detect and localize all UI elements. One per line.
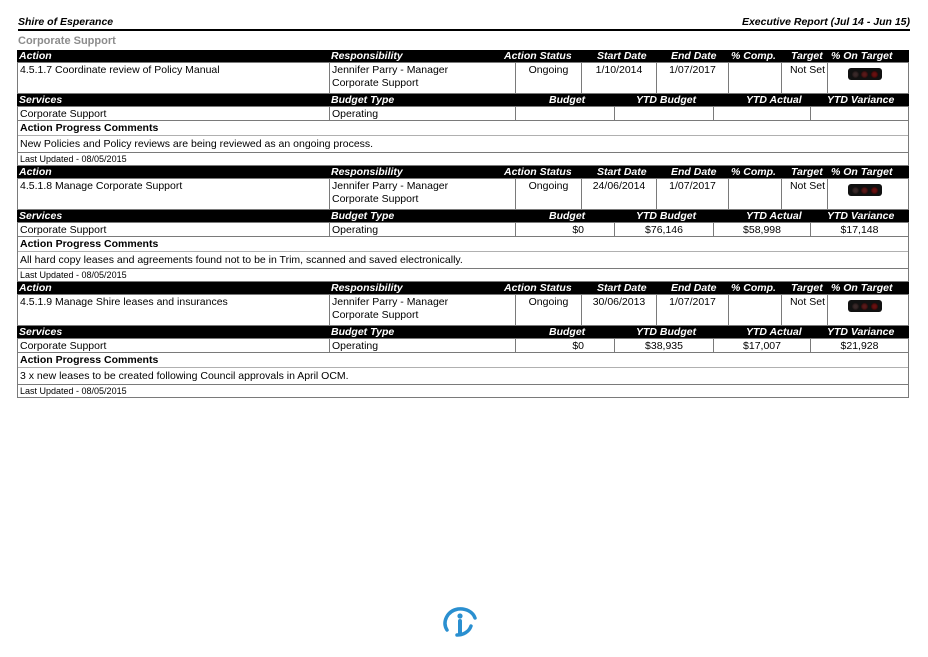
col-action-status: Action Status bbox=[504, 166, 572, 178]
start-date: 24/06/2014 bbox=[582, 179, 657, 209]
responsibility-line-1: Jennifer Parry - Manager bbox=[332, 180, 449, 192]
services-header bbox=[17, 326, 909, 338]
traffic-light-icon bbox=[848, 184, 882, 196]
col-budget-type: Budget Type bbox=[331, 326, 395, 338]
ytd-budget: $38,935 bbox=[615, 339, 714, 352]
last-updated: Last Updated - 08/05/2015 bbox=[20, 386, 127, 396]
report-header bbox=[18, 16, 910, 31]
col-budget: Budget bbox=[549, 210, 586, 222]
action-name: 4.5.1.7 Coordinate review of Policy Manual bbox=[18, 63, 330, 93]
col-ytd-budget: YTD Budget bbox=[636, 94, 697, 106]
target: Not Set bbox=[782, 63, 828, 93]
info-logo-icon bbox=[441, 606, 479, 638]
comments-title: Action Progress Comments bbox=[18, 121, 908, 136]
pct-comp bbox=[729, 179, 782, 209]
ytd-variance: $21,928 bbox=[840, 340, 879, 352]
org-name: Shire of Esperance bbox=[18, 16, 114, 28]
col-action-status: Action Status bbox=[504, 282, 572, 294]
services-header bbox=[17, 210, 909, 222]
col-ytd-actual: YTD Actual bbox=[746, 210, 802, 222]
responsibility-line-2: Corporate Support bbox=[332, 77, 419, 89]
comment-text: All hard copy leases and agreements found not to be in Trim, scanned and saved electronically. bbox=[18, 252, 908, 269]
col-ytd-budget: YTD Budget bbox=[636, 210, 697, 222]
action-row bbox=[17, 178, 909, 210]
responsibility-line-2: Corporate Support bbox=[332, 193, 419, 205]
report-body bbox=[17, 50, 909, 398]
col-pct-on-target: % On Target bbox=[831, 166, 893, 178]
section-title: Corporate Support bbox=[18, 35, 116, 47]
col-ytd-budget: YTD Budget bbox=[636, 326, 697, 338]
col-responsibility: Responsibility bbox=[331, 282, 403, 294]
start-date: 1/10/2014 bbox=[582, 63, 657, 93]
col-ytd-actual: YTD Actual bbox=[746, 94, 802, 106]
ytd-actual: $17,007 bbox=[714, 339, 811, 352]
budget-type: Operating bbox=[330, 107, 516, 120]
pct-comp bbox=[729, 63, 782, 93]
col-start-date: Start Date bbox=[597, 282, 647, 294]
col-services: Services bbox=[19, 326, 63, 338]
services-header bbox=[17, 94, 909, 106]
col-ytd-actual: YTD Actual bbox=[746, 326, 802, 338]
ytd-variance bbox=[811, 107, 908, 120]
col-target: Target bbox=[791, 282, 823, 294]
col-start-date: Start Date bbox=[597, 50, 647, 62]
action-row bbox=[17, 62, 909, 94]
end-date: 1/07/2017 bbox=[657, 295, 729, 325]
service-row bbox=[17, 338, 909, 353]
budget: $0 bbox=[516, 339, 615, 352]
responsibility bbox=[330, 295, 516, 325]
ytd-actual bbox=[714, 107, 811, 120]
traffic-light-icon bbox=[848, 300, 882, 312]
last-updated: Last Updated - 08/05/2015 bbox=[20, 270, 127, 280]
comments-title: Action Progress Comments bbox=[18, 353, 908, 368]
col-ytd-variance: YTD Variance bbox=[827, 326, 895, 338]
service-name: Corporate Support bbox=[18, 107, 330, 120]
col-budget-type: Budget Type bbox=[331, 210, 395, 222]
pct-comp bbox=[729, 295, 782, 325]
comment-text: 3 x new leases to be created following Council approvals in April OCM. bbox=[18, 368, 908, 385]
on-target-indicator bbox=[828, 63, 908, 93]
comments-block bbox=[17, 353, 909, 398]
col-services: Services bbox=[19, 94, 63, 106]
col-target: Target bbox=[791, 166, 823, 178]
service-name: Corporate Support bbox=[18, 223, 330, 236]
col-action: Action bbox=[19, 50, 52, 62]
col-ytd-variance: YTD Variance bbox=[827, 210, 895, 222]
col-action-status: Action Status bbox=[504, 50, 572, 62]
col-end-date: End Date bbox=[671, 50, 717, 62]
ytd-budget: $76,146 bbox=[615, 223, 714, 236]
target: Not Set bbox=[782, 179, 828, 209]
budget: $0 bbox=[516, 223, 615, 236]
responsibility bbox=[330, 63, 516, 93]
col-start-date: Start Date bbox=[597, 166, 647, 178]
col-pct-comp: % Comp. bbox=[731, 166, 776, 178]
col-responsibility: Responsibility bbox=[331, 50, 403, 62]
col-responsibility: Responsibility bbox=[331, 166, 403, 178]
col-pct-on-target: % On Target bbox=[831, 50, 893, 62]
traffic-light-icon bbox=[848, 68, 882, 80]
responsibility bbox=[330, 179, 516, 209]
comment-text: New Policies and Policy reviews are being reviewed as an ongoing process. bbox=[18, 136, 908, 153]
end-date: 1/07/2017 bbox=[657, 63, 729, 93]
comments-title: Action Progress Comments bbox=[18, 237, 908, 252]
col-target: Target bbox=[791, 50, 823, 62]
budget-type: Operating bbox=[330, 339, 516, 352]
comments-block bbox=[17, 121, 909, 166]
col-end-date: End Date bbox=[671, 166, 717, 178]
end-date: 1/07/2017 bbox=[657, 179, 729, 209]
action-name: 4.5.1.9 Manage Shire leases and insurances bbox=[18, 295, 330, 325]
col-budget-type: Budget Type bbox=[331, 94, 395, 106]
action-header bbox=[17, 166, 909, 178]
on-target-indicator bbox=[828, 295, 908, 325]
ytd-budget bbox=[615, 107, 714, 120]
target: Not Set bbox=[782, 295, 828, 325]
col-services: Services bbox=[19, 210, 63, 222]
col-end-date: End Date bbox=[671, 282, 717, 294]
action-row bbox=[17, 294, 909, 326]
col-pct-comp: % Comp. bbox=[731, 50, 776, 62]
ytd-variance: $17,148 bbox=[840, 224, 879, 236]
action-status: Ongoing bbox=[516, 179, 582, 209]
service-row bbox=[17, 106, 909, 121]
col-budget: Budget bbox=[549, 94, 586, 106]
start-date: 30/06/2013 bbox=[582, 295, 657, 325]
responsibility-line-1: Jennifer Parry - Manager bbox=[332, 64, 449, 76]
on-target-indicator bbox=[828, 179, 908, 209]
col-pct-on-target: % On Target bbox=[831, 282, 893, 294]
last-updated: Last Updated - 08/05/2015 bbox=[20, 154, 127, 164]
ytd-actual: $58,998 bbox=[714, 223, 811, 236]
col-pct-comp: % Comp. bbox=[731, 282, 776, 294]
col-budget: Budget bbox=[549, 326, 586, 338]
action-header bbox=[17, 50, 909, 62]
col-ytd-variance: YTD Variance bbox=[827, 94, 895, 106]
col-action: Action bbox=[19, 166, 52, 178]
report-title: Executive Report (Jul 14 - Jun 15) bbox=[741, 16, 910, 28]
service-name: Corporate Support bbox=[18, 339, 330, 352]
action-status: Ongoing bbox=[516, 295, 582, 325]
action-name: 4.5.1.8 Manage Corporate Support bbox=[18, 179, 330, 209]
budget bbox=[516, 107, 615, 120]
service-row bbox=[17, 222, 909, 237]
responsibility-line-2: Corporate Support bbox=[332, 309, 419, 321]
responsibility-line-1: Jennifer Parry - Manager bbox=[332, 296, 449, 308]
comments-block bbox=[17, 237, 909, 282]
action-header bbox=[17, 282, 909, 294]
action-status: Ongoing bbox=[516, 63, 582, 93]
col-action: Action bbox=[19, 282, 52, 294]
budget-type: Operating bbox=[330, 223, 516, 236]
